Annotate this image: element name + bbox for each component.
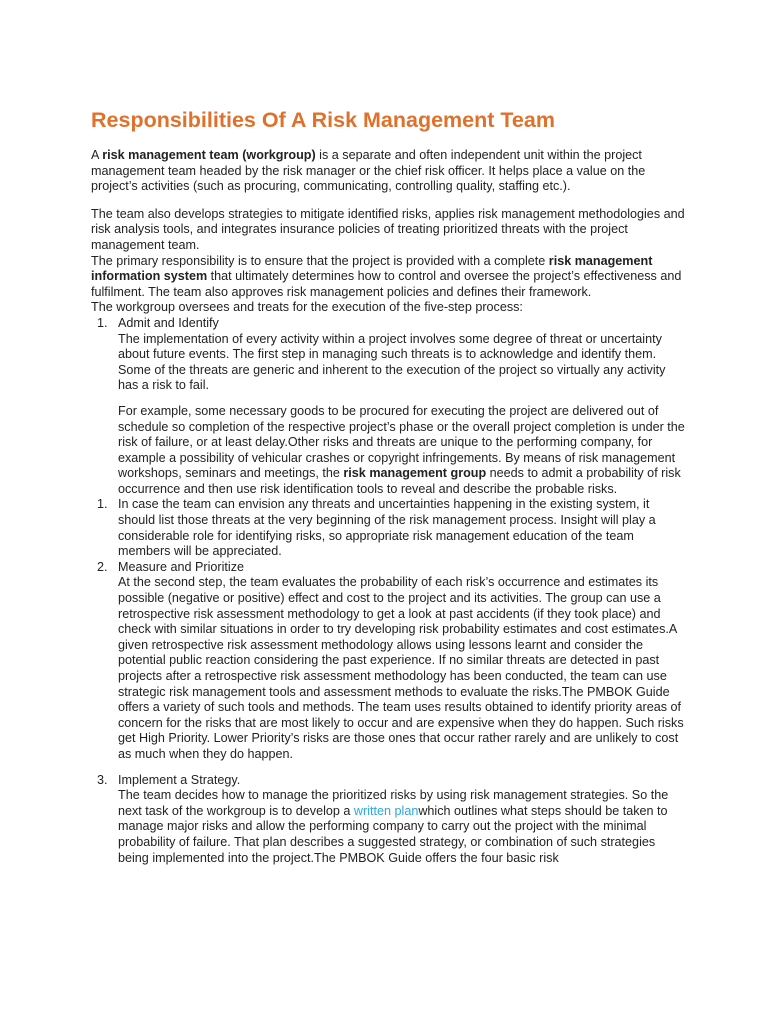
process-list [91, 316, 687, 866]
list-number: 3. [97, 772, 108, 787]
list-item-body: The implementation of every activity within a project involves some degree of threat or uncertainty about future events. The first step in managing such threats is to acknowledge and identify them. Some of the threats are generic and inherent to the execution of the project so virtually any activity has a risk to fail. [118, 331, 666, 393]
para3-pre: The primary responsibility is to ensure that the project is provided with a complete [91, 253, 549, 268]
list-number: 1. [97, 497, 108, 512]
list-number: 1. [97, 315, 108, 330]
strategies-paragraph: The team also develops strategies to mitigate identified risks, applies risk management methodologies and risk analysis tools, and integrates insurance policies of treating prioritized threats with the project management team. [91, 206, 685, 252]
intro-bold-term: risk management team (workgroup) [102, 148, 316, 162]
para3-post: that ultimately determines how to control and oversee the project’s effectiveness and fulfilment. The team also approves risk management policies and defines their framework. [91, 269, 682, 299]
list-item [91, 560, 687, 763]
list-item [91, 316, 687, 498]
body-text: The team decides how to manage the prioritized risks by using risk management strategies. So the next task of the workgroup is to develop a [118, 788, 669, 818]
list-item-body: At the second step, the team evaluates the probability of each risk’s occurrence and estimates its possible (negative or positive) effect and cost to the project and its activities. The group can use a retrospective risk assessment methodology to get a look at past accidents (if they took place) and check with similar situations in order to try developing risk probability estimates and cost estimates.A given retrospective risk assessment methodology allows using lessons learnt and consider the potential public reaction considering the past experience. If no similar threats are detected in past projects after a retrospective risk assessment methodology has been conducted, the team can use strategic risk management tools and assessment methods to evaluate the risks.The PMBOK Guide offers a variety of such tools and methods. The team uses results obtained to identify priority areas of concern for the risks that are most likely to occur and are expensive when they do happen. Such risks get High Priority. Lower Priority’s risks are those ones that occur rather rarely and are unlikely to cost as much when they do happen. [118, 575, 684, 761]
list-item-body: In case the team can envision any threats and uncertainties happening in the existing system, it should list those threats at the very beginning of the risk management process. Insight will play a considerable role for identifying risks, so appropriate risk management education of the team members will be appreciated. [118, 497, 656, 559]
intro-paragraph [91, 148, 687, 195]
list-item-title: Measure and Prioritize [118, 559, 244, 574]
bold-term: risk management group [343, 466, 487, 481]
list-number: 2. [97, 559, 108, 574]
body-text: needs to admit a probability of risk occurrence and then use risk identification tools to reveal and describe the probable risks. [118, 466, 681, 496]
page-title: Responsibilities Of A Risk Management Team [91, 108, 555, 132]
process-intro: The workgroup oversees and treats for the execution of the five-step process: [91, 300, 523, 315]
body-text: For example, some necessary goods to be procured for executing the project are delivered out of schedule so completion of the respective project’s phase or the overall project completion is under the risk of failure, or at least delay.Other risks and threats are unique to the performing company, for example a possibility of vehicular crashes or copyright infringements. By means of risk management workshops, seminars and meetings, the [118, 403, 685, 481]
list-item-body [118, 788, 687, 866]
document-body [91, 148, 687, 866]
list-item-title: Implement a Strategy. [118, 772, 241, 787]
para3-bold-term: risk management information system [91, 253, 653, 284]
intro-pre: A [91, 148, 103, 162]
list-item [91, 497, 687, 559]
list-item-title: Admit and Identify [118, 315, 219, 330]
intro-post: is a separate and often independent unit within the project management team headed by the risk manager or the chief risk officer. It helps place a value on the project’s activities (such as procuring, communicating, controlling quality, staffing etc.). [91, 148, 646, 194]
list-item-body [118, 404, 687, 498]
body-text: which outlines what steps should be taken to manage major risks and allow the performing company to carry out the project with the minimal probability of failure. That plan describes a suggested strategy, or combination of such strategies being implemented into the project.The PMBOK Guide offers the four basic risk [118, 803, 668, 865]
responsibility-paragraph [91, 254, 687, 301]
list-item [91, 773, 687, 867]
written-plan-link[interactable]: written plan [353, 803, 419, 818]
